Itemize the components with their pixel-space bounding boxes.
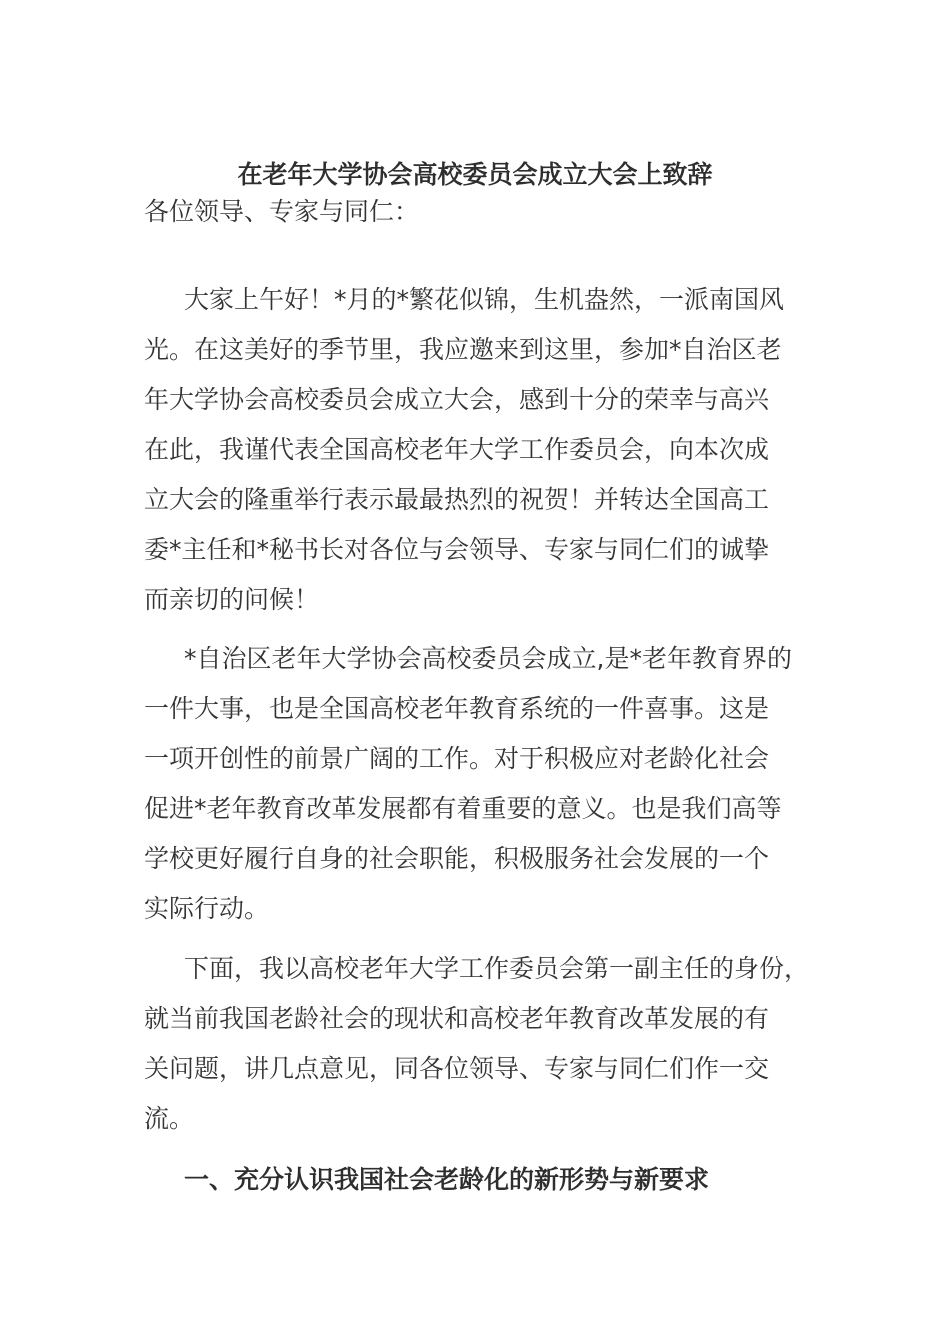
- paragraph-line: 年大学协会高校委员会成立大会，感到十分的荣幸与高兴: [144, 385, 770, 414]
- paragraph-line: 促进*老年教育改革发展都有着重要的意义。也是我们高等: [144, 794, 782, 823]
- paragraph-line: 下面，我以高校老年大学工作委员会第一副主任的身份，: [184, 954, 810, 983]
- paragraph-line: 学校更好履行自身的社会职能，积极服务社会发展的一个: [144, 844, 770, 873]
- paragraph-line: 而亲切的问候！: [144, 585, 320, 614]
- paragraph-line: 光。在这美好的季节里，我应邀来到这里，参加*自治区老: [144, 335, 782, 364]
- paragraph-line: 立大会的隆重举行表示最最热烈的祝贺！并转达全国高工: [144, 485, 770, 514]
- paragraph-line: 就当前我国老龄社会的现状和高校老年教育改革发展的有: [144, 1004, 770, 1033]
- document-title: 在老年大学协会高校委员会成立大会上致辞: [237, 160, 713, 189]
- paragraph-line: 在此，我谨代表全国高校老年大学工作委员会，向本次成: [144, 435, 770, 464]
- paragraph-line: 大家上午好！*月的*繁花似锦，生机盎然，一派南国风: [184, 285, 785, 314]
- paragraph-line: 委*主任和*秘书长对各位与会领导、专家与同仁们的诚挚: [144, 535, 770, 564]
- paragraph-3: [144, 944, 824, 1144]
- paragraph-line: 一件大事，也是全国高校老年教育系统的一件喜事。这是: [144, 694, 770, 723]
- salutation: 各位领导、专家与同仁：: [144, 197, 420, 226]
- paragraph-2: [144, 634, 824, 934]
- section-heading: 一、充分认识我国社会老龄化的新形势与新要求: [184, 1165, 710, 1194]
- paragraph-line: 关问题，讲几点意见，同各位领导、专家与同仁们作一交: [144, 1054, 770, 1083]
- paragraph-1: [144, 275, 824, 625]
- paragraph-line: *自治区老年大学协会高校委员会成立,是*老年教育界的: [184, 644, 792, 673]
- paragraph-line: 一项开创性的前景广阔的工作。对于积极应对老龄化社会: [144, 744, 770, 773]
- paragraph-line: 流。: [144, 1104, 195, 1133]
- paragraph-line: 实际行动。: [144, 894, 270, 923]
